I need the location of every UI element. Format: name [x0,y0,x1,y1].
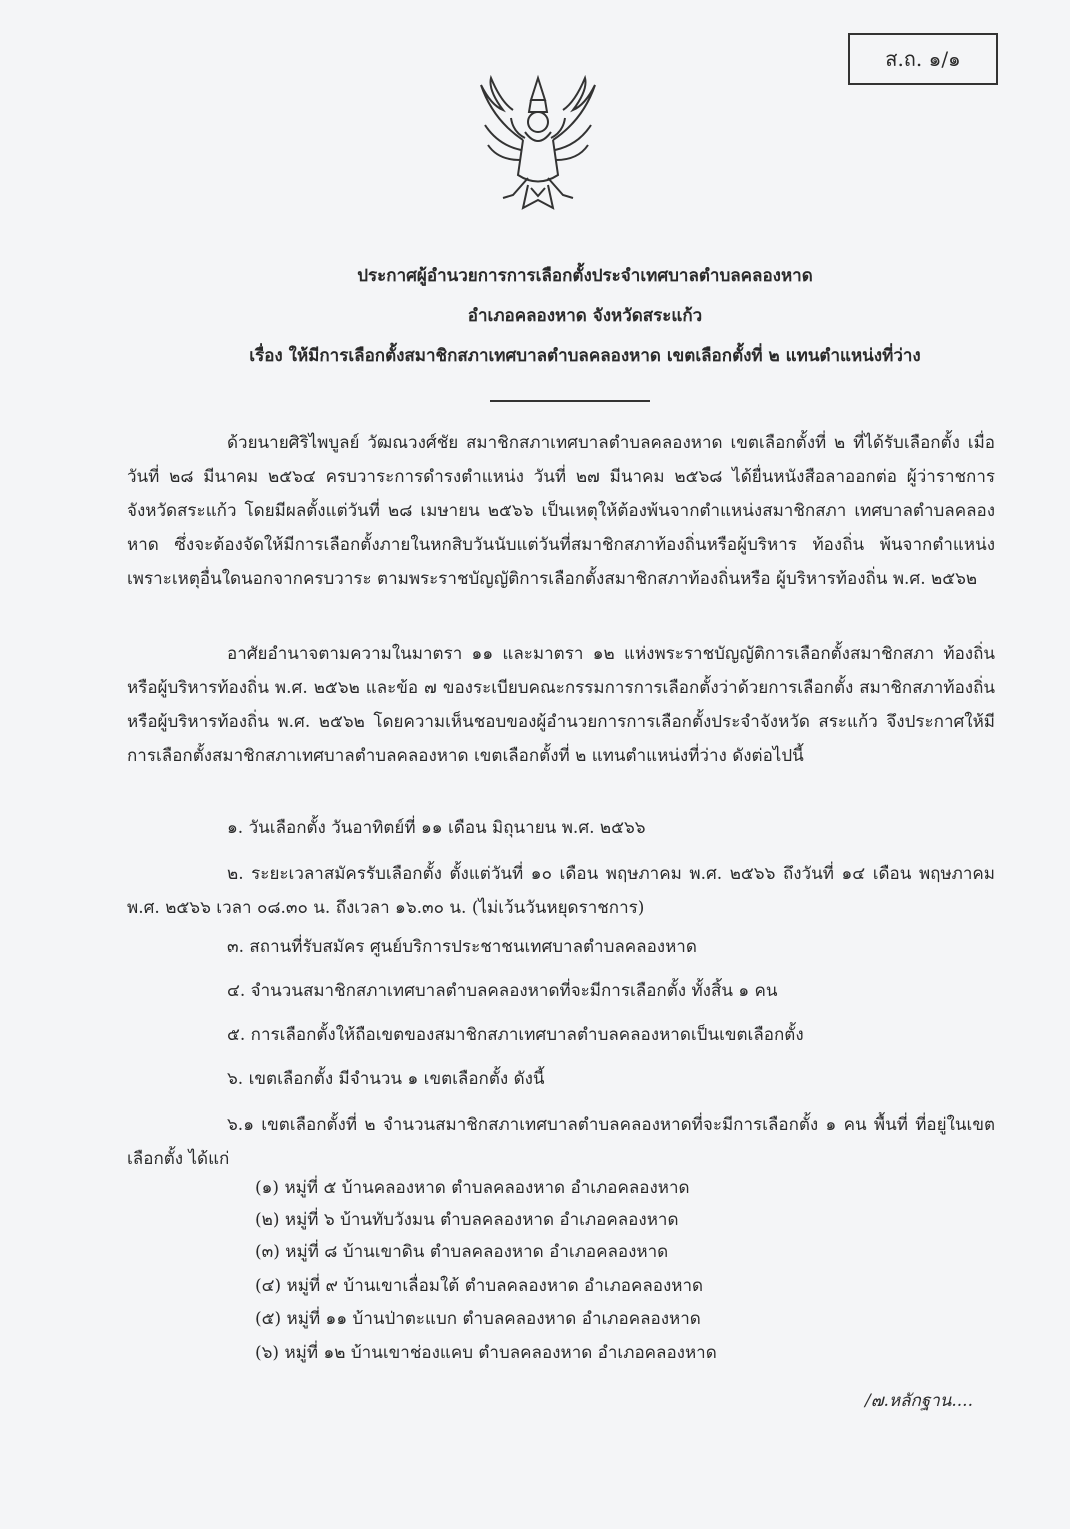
list-item: (๑) หมู่ที่ ๕ บ้านคลองหาด ตำบลคลองหาด อำเภอคลองหาด [255,1178,690,1198]
district-province: อำเภอคลองหาด จังหวัดสระแก้ว [467,306,703,326]
list-item: (๖) หมู่ที่ ๑๒ บ้านเขาช่องแคบ ตำบลคลองหาด อำเภอคลองหาด [255,1343,717,1363]
list-item: (๔) หมู่ที่ ๙ บ้านเขาเลื่อมใต้ ตำบลคลองหาด อำเภอคลองหาด [255,1276,704,1296]
list-item: (๓) หมู่ที่ ๘ บ้านเขาดิน ตำบลคลองหาด อำเภอคลองหาด [255,1242,669,1262]
paragraph-reason: ด้วยนายศิริไพบูลย์ วัฒณวงศ์ชัย สมาชิกสภาเทศบาลตำบลคลองหาด เขตเลือกตั้งที่ ๒ ที่ได้รับเลือกตั้ง เมื่อวันที่ ๒๘ มีนาคม ๒๕๖๔ ครบวาระการดำรงตำแหน่ง วันที่ ๒๗ มีนาคม ๒๕๖๘ ได้ยื่นหนังสือลาออกต่อ ผู้ว่าราชการจังหวัดสระแก้ว โดยมีผลตั้งแต่วันที่ ๒๘ เมษายน ๒๕๖๖ เป็นเหตุให้ต้องพ้นจากตำแหน่งสมาชิกสภา เทศบาลตำบลคลองหาด ซึ่งจะต้องจัดให้มีการเลือกตั้งภายในหกสิบวันนับแต่วันที่สมาชิกสภาท้องถิ่นหรือผู้บริหาร ท้องถิ่น พ้นจากตำแหน่งเพราะเหตุอื่นใดนอกจากครบวาระ ตามพระราชบัญญัติการเลือกตั้งสมาชิกสภาท้องถิ่นหรือ ผู้บริหารท้องถิ่น พ.ศ. ๒๕๖๒ [127,433,995,589]
form-code-box [848,33,998,85]
item-application-place: ๓. สถานที่รับสมัคร ศูนย์บริการประชาชนเทศบาลตำบลคลองหาด [227,937,697,957]
garuda-emblem-icon [473,70,603,215]
subject-line: เรื่อง ให้มีการเลือกตั้งสมาชิกสภาเทศบาลตำบลคลองหาด เขตเลือกตั้งที่ ๒ แทนตำแหน่งที่ว่าง [249,346,921,366]
item-application-period: ๒. ระยะเวลาสมัครรับเลือกตั้ง ตั้งแต่วันที่ ๑๐ เดือน พฤษภาคม พ.ศ. ๒๕๖๖ ถึงวันที่ ๑๔ เดือน พฤษภาคม พ.ศ. ๒๕๖๖ เวลา ๐๘.๓๐ น. ถึงเวลา ๑๖.๓๐ น. (ไม่เว้นวันหยุดราชการ) [127,864,995,918]
paragraph-authority: อาศัยอำนาจตามความในมาตรา ๑๑ และมาตรา ๑๒ แห่งพระราชบัญญัติการเลือกตั้งสมาชิกสภา ท้องถิ่นหรือผู้บริหารท้องถิ่น พ.ศ. ๒๕๖๒ และข้อ ๗ ของระเบียบคณะกรรมการการเลือกตั้งว่าด้วยการเลือกตั้ง สมาชิกสภาท้องถิ่นหรือผู้บริหารท้องถิ่น พ.ศ. ๒๕๖๒ โดยความเห็นชอบของผู้อำนวยการการเลือกตั้งประจำจังหวัด สระแก้ว จึงประกาศให้มีการเลือกตั้งสมาชิกสภาเทศบาลตำบลคลองหาด เขตเลือกตั้งที่ ๒ แทนตำแหน่งที่ว่าง ดังต่อไปนี้ [127,644,995,766]
item-constituency-detail: ๖.๑ เขตเลือกตั้งที่ ๒ จำนวนสมาชิกสภาเทศบาลตำบลคลองหาดที่จะมีการเลือกตั้ง ๑ คน พื้นที่ ที่อยู่ในเขตเลือกตั้ง ได้แก่ [127,1115,995,1169]
announcement-title: ประกาศผู้อำนวยการการเลือกตั้งประจำเทศบาลตำบลคลองหาด [357,266,813,286]
divider [490,400,650,402]
item-constituency-count: ๖. เขตเลือกตั้ง มีจำนวน ๑ เขตเลือกตั้ง ดังนี้ [227,1069,545,1089]
list-item: (๕) หมู่ที่ ๑๑ บ้านป่าตะแบก ตำบลคลองหาด อำเภอคลองหาด [255,1309,701,1329]
item-election-date: ๑. วันเลือกตั้ง วันอาทิตย์ที่ ๑๑ เดือน มิถุนายน พ.ศ. ๒๕๖๖ [227,818,646,838]
list-item: (๒) หมู่ที่ ๖ บ้านทับวังมน ตำบลคลองหาด อำเภอคลองหาด [255,1210,679,1230]
continuation-note: /๗.หลักฐาน.... [865,1391,973,1411]
form-code: ส.ถ. ๑/๑ [885,47,961,71]
item-member-count: ๔. จำนวนสมาชิกสภาเทศบาลตำบลคลองหาดที่จะมีการเลือกตั้ง ทั้งสิ้น ๑ คน [227,981,778,1001]
item-constituency-basis: ๕. การเลือกตั้งให้ถือเขตของสมาชิกสภาเทศบาลตำบลคลองหาดเป็นเขตเลือกตั้ง [227,1025,804,1045]
